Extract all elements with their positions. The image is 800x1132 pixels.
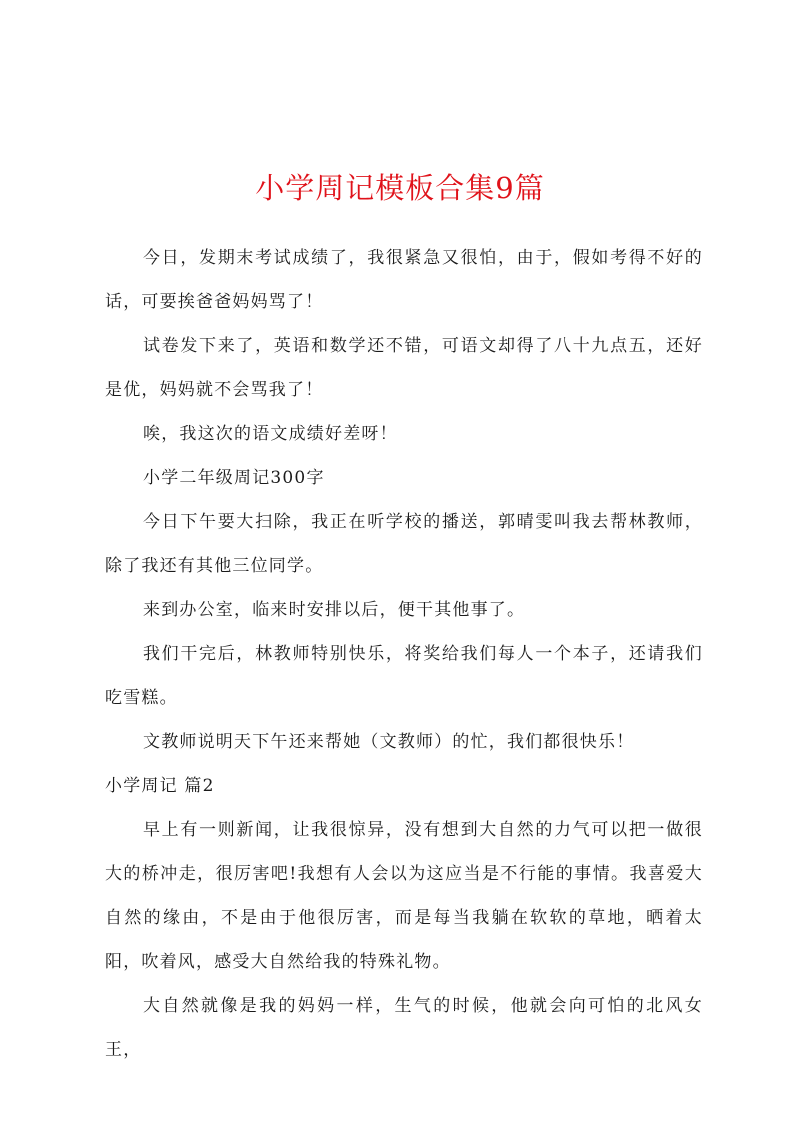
paragraph: 试卷发下来了，英语和数学还不错，可语文却得了八十九点五，还好是优，妈妈就不会骂我了！ — [105, 336, 703, 400]
paragraph: 今日，发期末考试成绩了，我很紧急又很怕，由于，假如考得不好的话，可要挨爸爸妈妈骂了！ — [105, 248, 703, 312]
paragraph: 唉，我这次的语文成绩好差呀！ — [143, 424, 398, 444]
paragraph: 今日下午要大扫除，我正在听学校的播送，郭晴雯叫我去帮林教师，除了我还有其他三位同学。 — [105, 512, 703, 576]
section-heading: 小学周记 篇2 — [105, 776, 215, 796]
paragraph: 来到办公室，临来时安排以后，便干其他事了。 — [143, 600, 526, 620]
paragraph: 早上有一则新闻，让我很惊异，没有想到大自然的力气可以把一做很大的桥冲走，很厉害吧!我想有人会以为这应当是不行能的事情。我喜爱大自然的缘由，不是由于他很厉害，而是每当我躺在软软的草地，晒着太阳，吹着风，感受大自然给我的特殊礼物。 — [105, 820, 703, 972]
section-subtitle: 小学二年级周记300字 — [143, 468, 325, 488]
paragraph: 我们干完后，林教师特别快乐，将奖给我们每人一个本子，还请我们吃雪糕。 — [105, 644, 703, 708]
document-title: 小学周记模板合集9篇 — [255, 171, 545, 205]
paragraph: 文教师说明天下午还来帮她（文教师）的忙，我们都很快乐！ — [143, 732, 635, 752]
document-body — [105, 236, 703, 1072]
paragraph: 大自然就像是我的妈妈一样，生气的时候，他就会向可怕的北风女王， — [105, 996, 703, 1060]
